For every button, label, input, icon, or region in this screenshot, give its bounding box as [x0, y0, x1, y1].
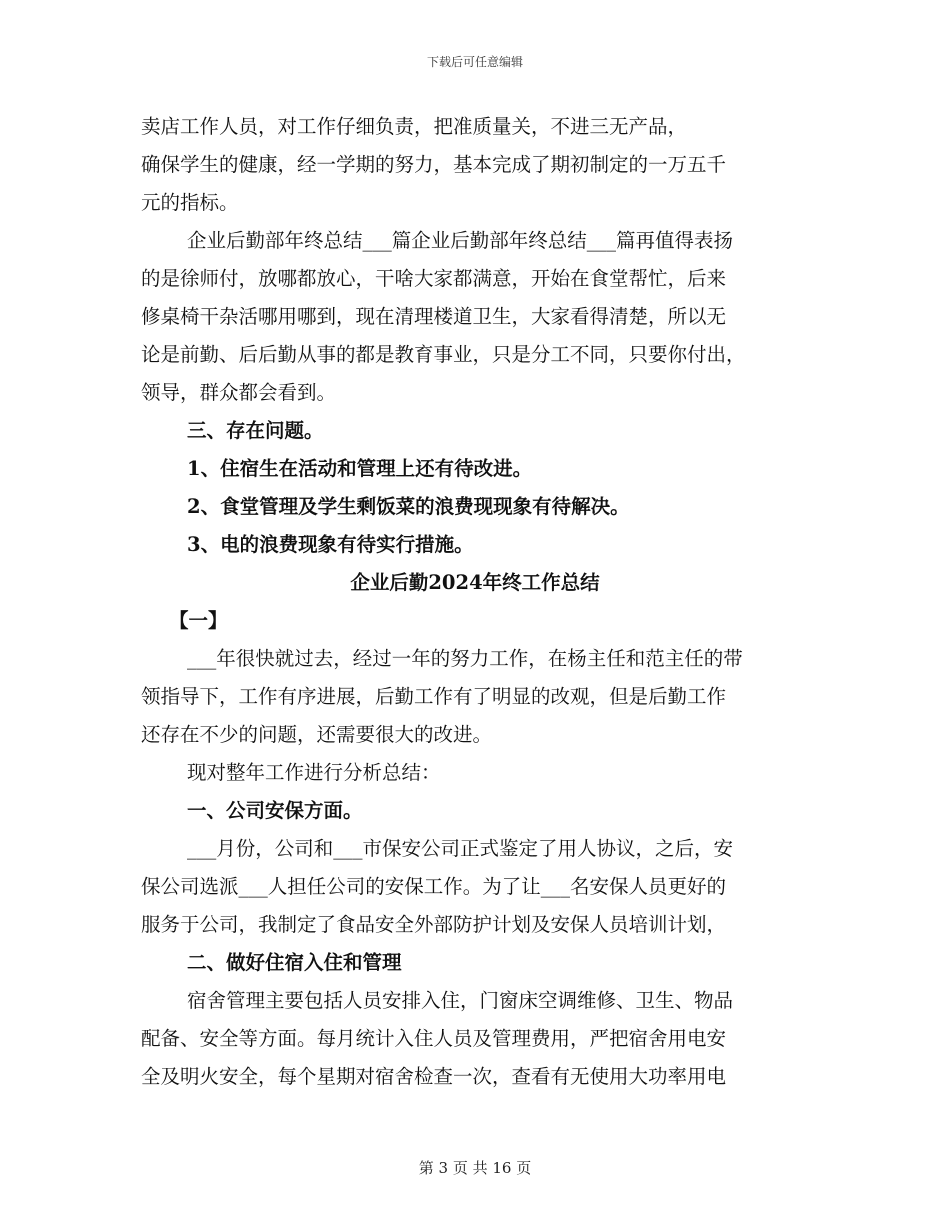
list-item: 3、电的浪费现象有待实行措施。 [187, 533, 474, 556]
paragraph-line: 配备、安全等方面。每月统计入住人员及管理费用，严把宿舍用电安 [141, 1027, 727, 1050]
paragraph-line: 宿舍管理主要包括人员安排入住，门窗床空调维修、卫生、物品 [187, 989, 734, 1012]
paragraph-line: 服务于公司，我制定了食品安全外部防护计划及安保人员培训计划， [141, 913, 727, 936]
paragraph-line: 领导，群众都会看到。 [141, 381, 337, 404]
paragraph-line: 保公司选派___人担任公司的安保工作。为了让___名安保人员更好的 [141, 875, 727, 898]
part-label: 【一】 [169, 609, 228, 632]
paragraph-line: 卖店工作人员，对工作仔细负责，把准质量关，不进三无产品， [141, 115, 688, 138]
section-heading: 一、公司安保方面。 [187, 799, 363, 822]
list-item: 1、住宿生在活动和管理上还有待改进。 [187, 457, 533, 480]
paragraph-line: 全及明火安全，每个星期对宿舍检查一次，查看有无使用大功率用电 [141, 1065, 727, 1088]
paragraph-line: ___年很快就过去，经过一年的努力工作，在杨主任和范主任的带 [187, 647, 743, 670]
paragraph-line: 领指导下，工作有序进展，后勤工作有了明显的改观，但是后勤工作 [141, 685, 727, 708]
paragraph-line: 论是前勤、后后勤从事的都是教育事业，只是分工不同，只要你付出， [141, 343, 746, 366]
paragraph-line: 修桌椅干杂活哪用哪到，现在清理楼道卫生，大家看得清楚，所以无 [141, 305, 727, 328]
document-body [141, 108, 809, 1096]
paragraph-line: 的是徐师付，放哪都放心，干啥大家都满意，开始在食堂帮忙，后来 [141, 267, 727, 290]
paragraph-line: 确保学生的健康，经一学期的努力，基本完成了期初制定的一万五千 [141, 153, 727, 176]
paragraph-line: 企业后勤部年终总结___篇企业后勤部年终总结___篇再值得表扬 [187, 229, 734, 252]
document-title: 企业后勤2024年终工作总结 [350, 571, 600, 594]
section-heading: 二、做好住宿入住和管理 [187, 951, 402, 974]
page-footer: 第 3 页 共 16 页 [418, 1159, 532, 1177]
paragraph-line: 还存在不少的问题，还需要很大的改进。 [141, 723, 493, 746]
paragraph-line: 元的指标。 [141, 191, 239, 214]
paragraph-line: 现对整年工作进行分析总结： [187, 761, 441, 784]
list-item: 2、食堂管理及学生剩饭菜的浪费现现象有待解决。 [187, 495, 630, 518]
paragraph-line: ___月份，公司和___市保安公司正式鉴定了用人协议，之后，安 [187, 837, 734, 860]
section-heading: 三、存在问题。 [187, 419, 324, 442]
page-header: 下载后可任意编辑 [426, 55, 523, 69]
